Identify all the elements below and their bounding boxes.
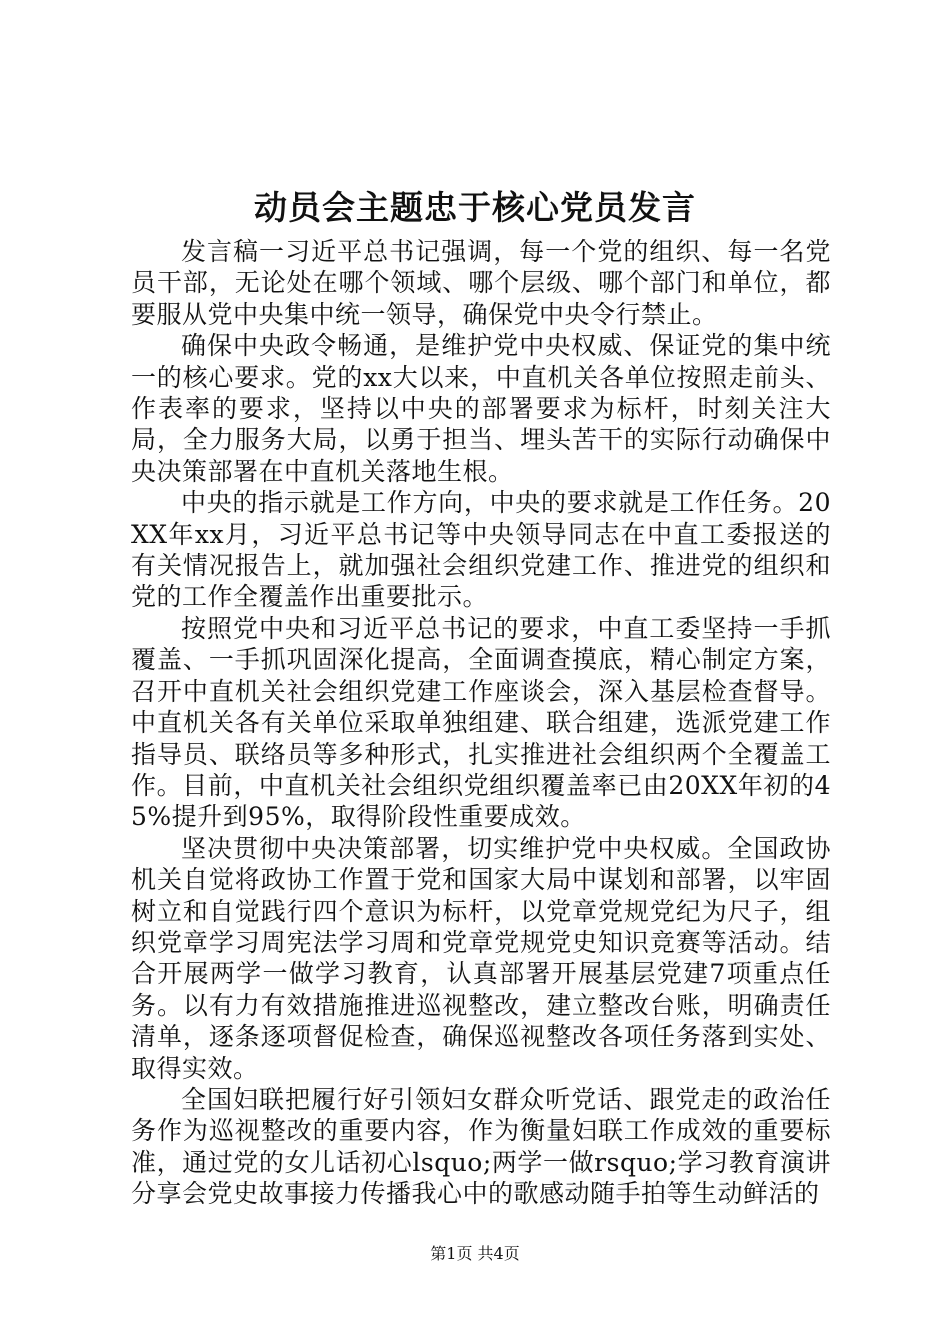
paragraph: 全国妇联把履行好引领妇女群众听党话、跟党走的政治任务作为巡视整改的重要内容，作为衡量妇联工作成效的重要标准，通过党的女儿话初心lsquo;两学一做rsquo;学习教育演讲分享会党史故事接力传播我心中的歌感动随手拍等生动鲜活的 [131, 1084, 831, 1209]
paragraph: 按照党中央和习近平总书记的要求，中直工委坚持一手抓覆盖、一手抓巩固深化提高，全面调查摸底，精心制定方案，召开中直机关社会组织党建工作座谈会，深入基层检查督导。中直机关各有关单位采取单独组建、联合组建，选派党建工作指导员、联络员等多种形式，扎实推进社会组织两个全覆盖工作。目前，中直机关社会组织党组织覆盖率已由20XX年初的45%提升到95%，取得阶段性重要成效。 [131, 613, 831, 832]
paragraph: 中央的指示就是工作方向，中央的要求就是工作任务。20XX年xx月，习近平总书记等中央领导同志在中直工委报送的有关情况报告上，就加强社会组织党建工作、推进党的组织和党的工作全覆盖作出重要批示。 [131, 488, 831, 612]
paragraph: 坚决贯彻中央决策部署，切实维护党中央权威。全国政协机关自觉将政协工作置于党和国家大局中谋划和部署，以牢固树立和自觉践行四个意识为标杆，以党章党规党纪为尺子，组织党章学习周宪法学习周和党章党规党史知识竞赛等活动。结合开展两学一做学习教育，认真部署开展基层党建7项重点任务。以有力有效措施推进巡视整改，建立整改台账，明确责任清单，逐条逐项督促检查，确保巡视整改各项任务落到实处、取得实效。 [131, 833, 831, 1083]
paragraph: 发言稿一习近平总书记强调，每一个党的组织、每一名党员干部，无论处在哪个领域、哪个层级、哪个部门和单位，都要服从党中央集中统一领导，确保党中央令行禁止。 [131, 237, 831, 329]
page-number-footer: 第1页 共4页 [430, 1244, 520, 1263]
document-title: 动员会主题忠于核心党员发言 [254, 188, 696, 227]
document-body [131, 236, 831, 1210]
paragraph: 确保中央政令畅通，是维护党中央权威、保证党的集中统一的核心要求。党的xx大以来，中直机关各单位按照走前头、作表率的要求，坚持以中央的部署要求为标杆，时刻关注大局，全力服务大局，以勇于担当、埋头苦干的实际行动确保中央决策部署在中直机关落地生根。 [131, 331, 831, 486]
